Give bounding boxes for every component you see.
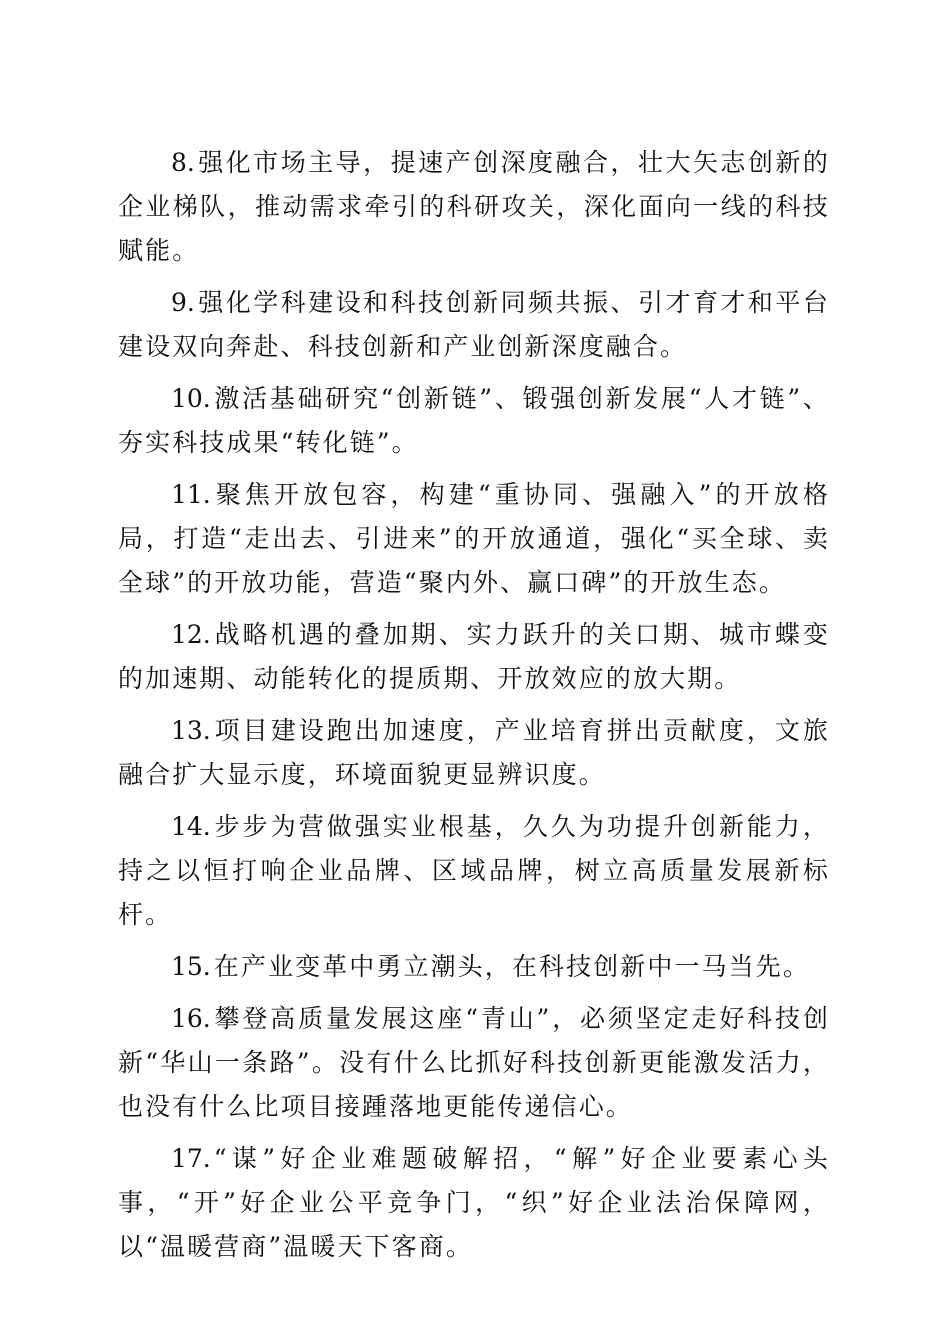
paragraph-9 [118,281,830,369]
paragraph-number: 16. [171,1004,211,1033]
paragraph-text: 强化学科建设和科技创新同频共振、引才育才和平台建设双向奔赴、科技创新和产业创新深度融合。 [118,288,830,361]
paragraph-text: 在产业变革中勇立潮头，在科技创新中一马当先。 [213,952,810,981]
paragraph-17 [118,1137,830,1269]
paragraph-text: 激活基础研究“创新链”、锻强创新发展“人才链”、夯实科技成果“转化链”。 [118,384,830,457]
paragraph-11 [118,473,830,605]
paragraph-16 [118,997,830,1129]
paragraph-text: “谋”好企业难题破解招，“解”好企业要素心头事，“开”好企业公平竞争门，“织”好企业法治保障网，以“温暖营商”温暖天下客商。 [118,1144,830,1261]
paragraph-number: 10. [171,384,211,413]
paragraph-12 [118,613,830,701]
document-body [118,141,830,1269]
paragraph-text: 攀登高质量发展这座“青山”，必须坚定走好科技创新“华山一条路”。没有什么比抓好科技创新更能激发活力，也没有什么比项目接踵落地更能传递信心。 [118,1004,830,1121]
paragraph-text: 步步为营做强实业根基，久久为功提升创新能力，持之以恒打响企业品牌、区域品牌，树立高质量发展新标杆。 [118,812,830,929]
paragraph-15 [118,945,830,989]
paragraph-number: 12. [171,620,211,649]
paragraph-text: 项目建设跑出加速度，产业培育拼出贡献度，文旅融合扩大显示度，环境面貌更显辨识度。 [118,716,830,789]
paragraph-number: 11. [171,480,211,509]
paragraph-13 [118,709,830,797]
paragraph-number: 15. [171,952,211,981]
paragraph-8 [118,141,830,273]
paragraph-text: 强化市场主导，提速产创深度融合，壮大矢志创新的企业梯队，推动需求牵引的科研攻关，深化面向一线的科技赋能。 [118,148,830,265]
paragraph-text: 战略机遇的叠加期、实力跃升的关口期、城市蝶变的加速期、动能转化的提质期、开放效应的放大期。 [118,620,830,693]
paragraph-10 [118,377,830,465]
paragraph-14 [118,805,830,937]
paragraph-number: 13. [171,716,211,745]
paragraph-number: 17. [171,1144,211,1173]
paragraph-number: 14. [171,812,211,841]
paragraph-text: 聚焦开放包容，构建“重协同、强融入”的开放格局，打造“走出去、引进来”的开放通道，强化“买全球、卖全球”的开放功能，营造“聚内外、赢口碑”的开放生态。 [118,480,830,597]
paragraph-number: 9. [171,288,195,317]
paragraph-number: 8. [171,148,195,177]
